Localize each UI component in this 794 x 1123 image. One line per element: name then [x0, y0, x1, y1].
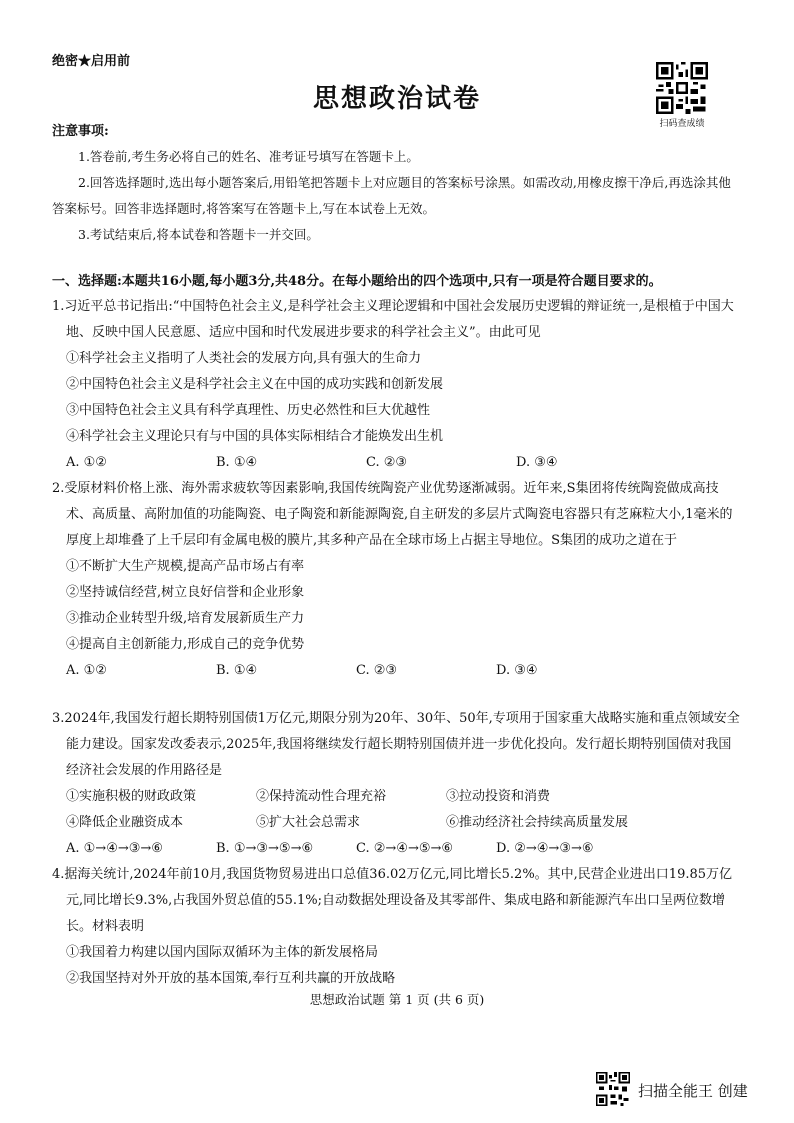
choice-b: B. ①④: [216, 663, 258, 678]
statement-option: ①不断扩大生产规模,提高产品市场占有率: [66, 559, 305, 574]
question-stem: 4.据海关统计,2024年前10月,我国货物贸易进出口总值36.02万亿元,同比增长5.2%。其中,民营企业进出口19.85万亿元,同比增长9.3%,占我国外贸总值的55.1%;自动数据处理设备及其零部件、集成电路和新能源汽车出口呈两位数增长。材料表明: [52, 867, 733, 934]
question-4: [52, 862, 742, 992]
choice-c: C. ②③: [356, 663, 398, 678]
statement-option: ⑤扩大社会总需求: [256, 815, 361, 830]
statement-option: ④降低企业融资成本: [66, 815, 184, 830]
statement-option: ②中国特色社会主义是科学社会主义在中国的成功实践和创新发展: [66, 377, 444, 392]
qr-caption: 扫码查成绩: [659, 119, 705, 129]
choice-a: A. ①②: [66, 455, 107, 470]
section-heading: 一、选择题:本题共16小题,每小题3分,共48分。在每小题给出的四个选项中,只有一项是符合题目要求的。: [52, 274, 662, 289]
choice-a: A. ①→④→③→⑥: [66, 841, 163, 856]
notice-item: 3.考试结束后,将本试卷和答题卡一并交回。: [78, 227, 319, 242]
answer-choices: [52, 450, 742, 476]
statement-option: ②我国坚持对外开放的基本国策,奉行互利共赢的开放战略: [66, 971, 396, 986]
question-stem: 2.受原材料价格上涨、海外需求疲软等因素影响,我国传统陶瓷产业优势逐渐减弱。近年来,S集团将传统陶瓷做成高技术、高质量、高附加值的功能陶瓷、电子陶瓷和新能源陶瓷,自主研发的多层片式陶瓷电容器只有芝麻粒大小,1毫米的厚度上却堆叠了上千层印有金属电极的膜片,其多种产品在全球市场上占据主导地位。S集团的成功之道在于: [52, 481, 733, 548]
answer-choices: [52, 836, 742, 862]
statement-option: ⑥推动经济社会持续高质量发展: [446, 815, 629, 830]
qr-code-icon: [656, 62, 708, 114]
question-stem: 1.习近平总书记指出:“中国特色社会主义,是科学社会主义理论逻辑和中国社会发展历史逻辑的辩证统一,是根植于中国大地、反映中国人民意愿、适应中国和时代发展进步要求的科学社会主义”。由此可见: [52, 299, 734, 340]
statement-option: ③拉动投资和消费: [446, 789, 551, 804]
choice-c: C. ②→④→⑤→⑥: [356, 841, 454, 856]
page-footer: 思想政治试题 第 1 页 (共 6 页): [309, 992, 485, 1007]
statement-grid: [52, 784, 742, 836]
choice-a: A. ①②: [66, 663, 107, 678]
statement-option: ①实施积极的财政政策: [66, 789, 197, 804]
choice-d: D. ③④: [516, 455, 558, 470]
statement-option: ④提高自主创新能力,形成自己的竞争优势: [66, 637, 305, 652]
question-1: [52, 294, 742, 476]
confidential-label: 绝密★启用前: [52, 54, 131, 69]
statement-option: ②保持流动性合理充裕: [256, 789, 387, 804]
scanner-qr-icon: [596, 1072, 630, 1106]
notice-heading: 注意事项:: [52, 124, 109, 139]
choice-b: B. ①④: [216, 455, 258, 470]
exam-title: 思想政治试卷: [312, 84, 481, 114]
answer-choices: [52, 658, 742, 684]
choice-d: D. ②→④→③→⑥: [496, 841, 594, 856]
notice-item: 1.答卷前,考生务必将自己的姓名、准考证号填写在答题卡上。: [78, 149, 419, 164]
statement-option: ④科学社会主义理论只有与中国的具体实际相结合才能焕发出生机: [66, 429, 444, 444]
choice-d: D. ③④: [496, 663, 538, 678]
statement-option: ①我国着力构建以国内国际双循环为主体的新发展格局: [66, 945, 379, 960]
question-3: [52, 706, 742, 862]
choice-b: B. ①→③→⑤→⑥: [216, 841, 314, 856]
statement-option: ③中国特色社会主义具有科学真理性、历史必然性和巨大优越性: [66, 403, 431, 418]
notice-list: [52, 144, 742, 248]
question-stem: 3.2024年,我国发行超长期特别国债1万亿元,期限分别为20年、30年、50年,专项用于国家重大战略实施和重点领域安全能力建设。国家发改委表示,2025年,我国将继续发行超长期特别国债并进一步优化投向。发行超长期特别国债对我国经济社会发展的作用路径是: [52, 711, 740, 778]
choice-c: C. ②③: [366, 455, 408, 470]
question-2: [52, 476, 742, 684]
statement-option: ②坚持诚信经营,树立良好信誉和企业形象: [66, 585, 305, 600]
statement-option: ①科学社会主义指明了人类社会的发展方向,具有强大的生命力: [66, 351, 422, 366]
scanner-watermark-label: 扫描全能王 创建: [638, 1082, 748, 1100]
notice-item: 2.回答选择题时,选出每小题答案后,用铅笔把答题卡上对应题目的答案标号涂黑。如需改动,用橡皮擦干净后,再选涂其他答案标号。回答非选择题时,将答案写在答题卡上,写在本试卷上无效。: [52, 175, 731, 216]
statement-option: ③推动企业转型升级,培育发展新质生产力: [66, 611, 305, 626]
